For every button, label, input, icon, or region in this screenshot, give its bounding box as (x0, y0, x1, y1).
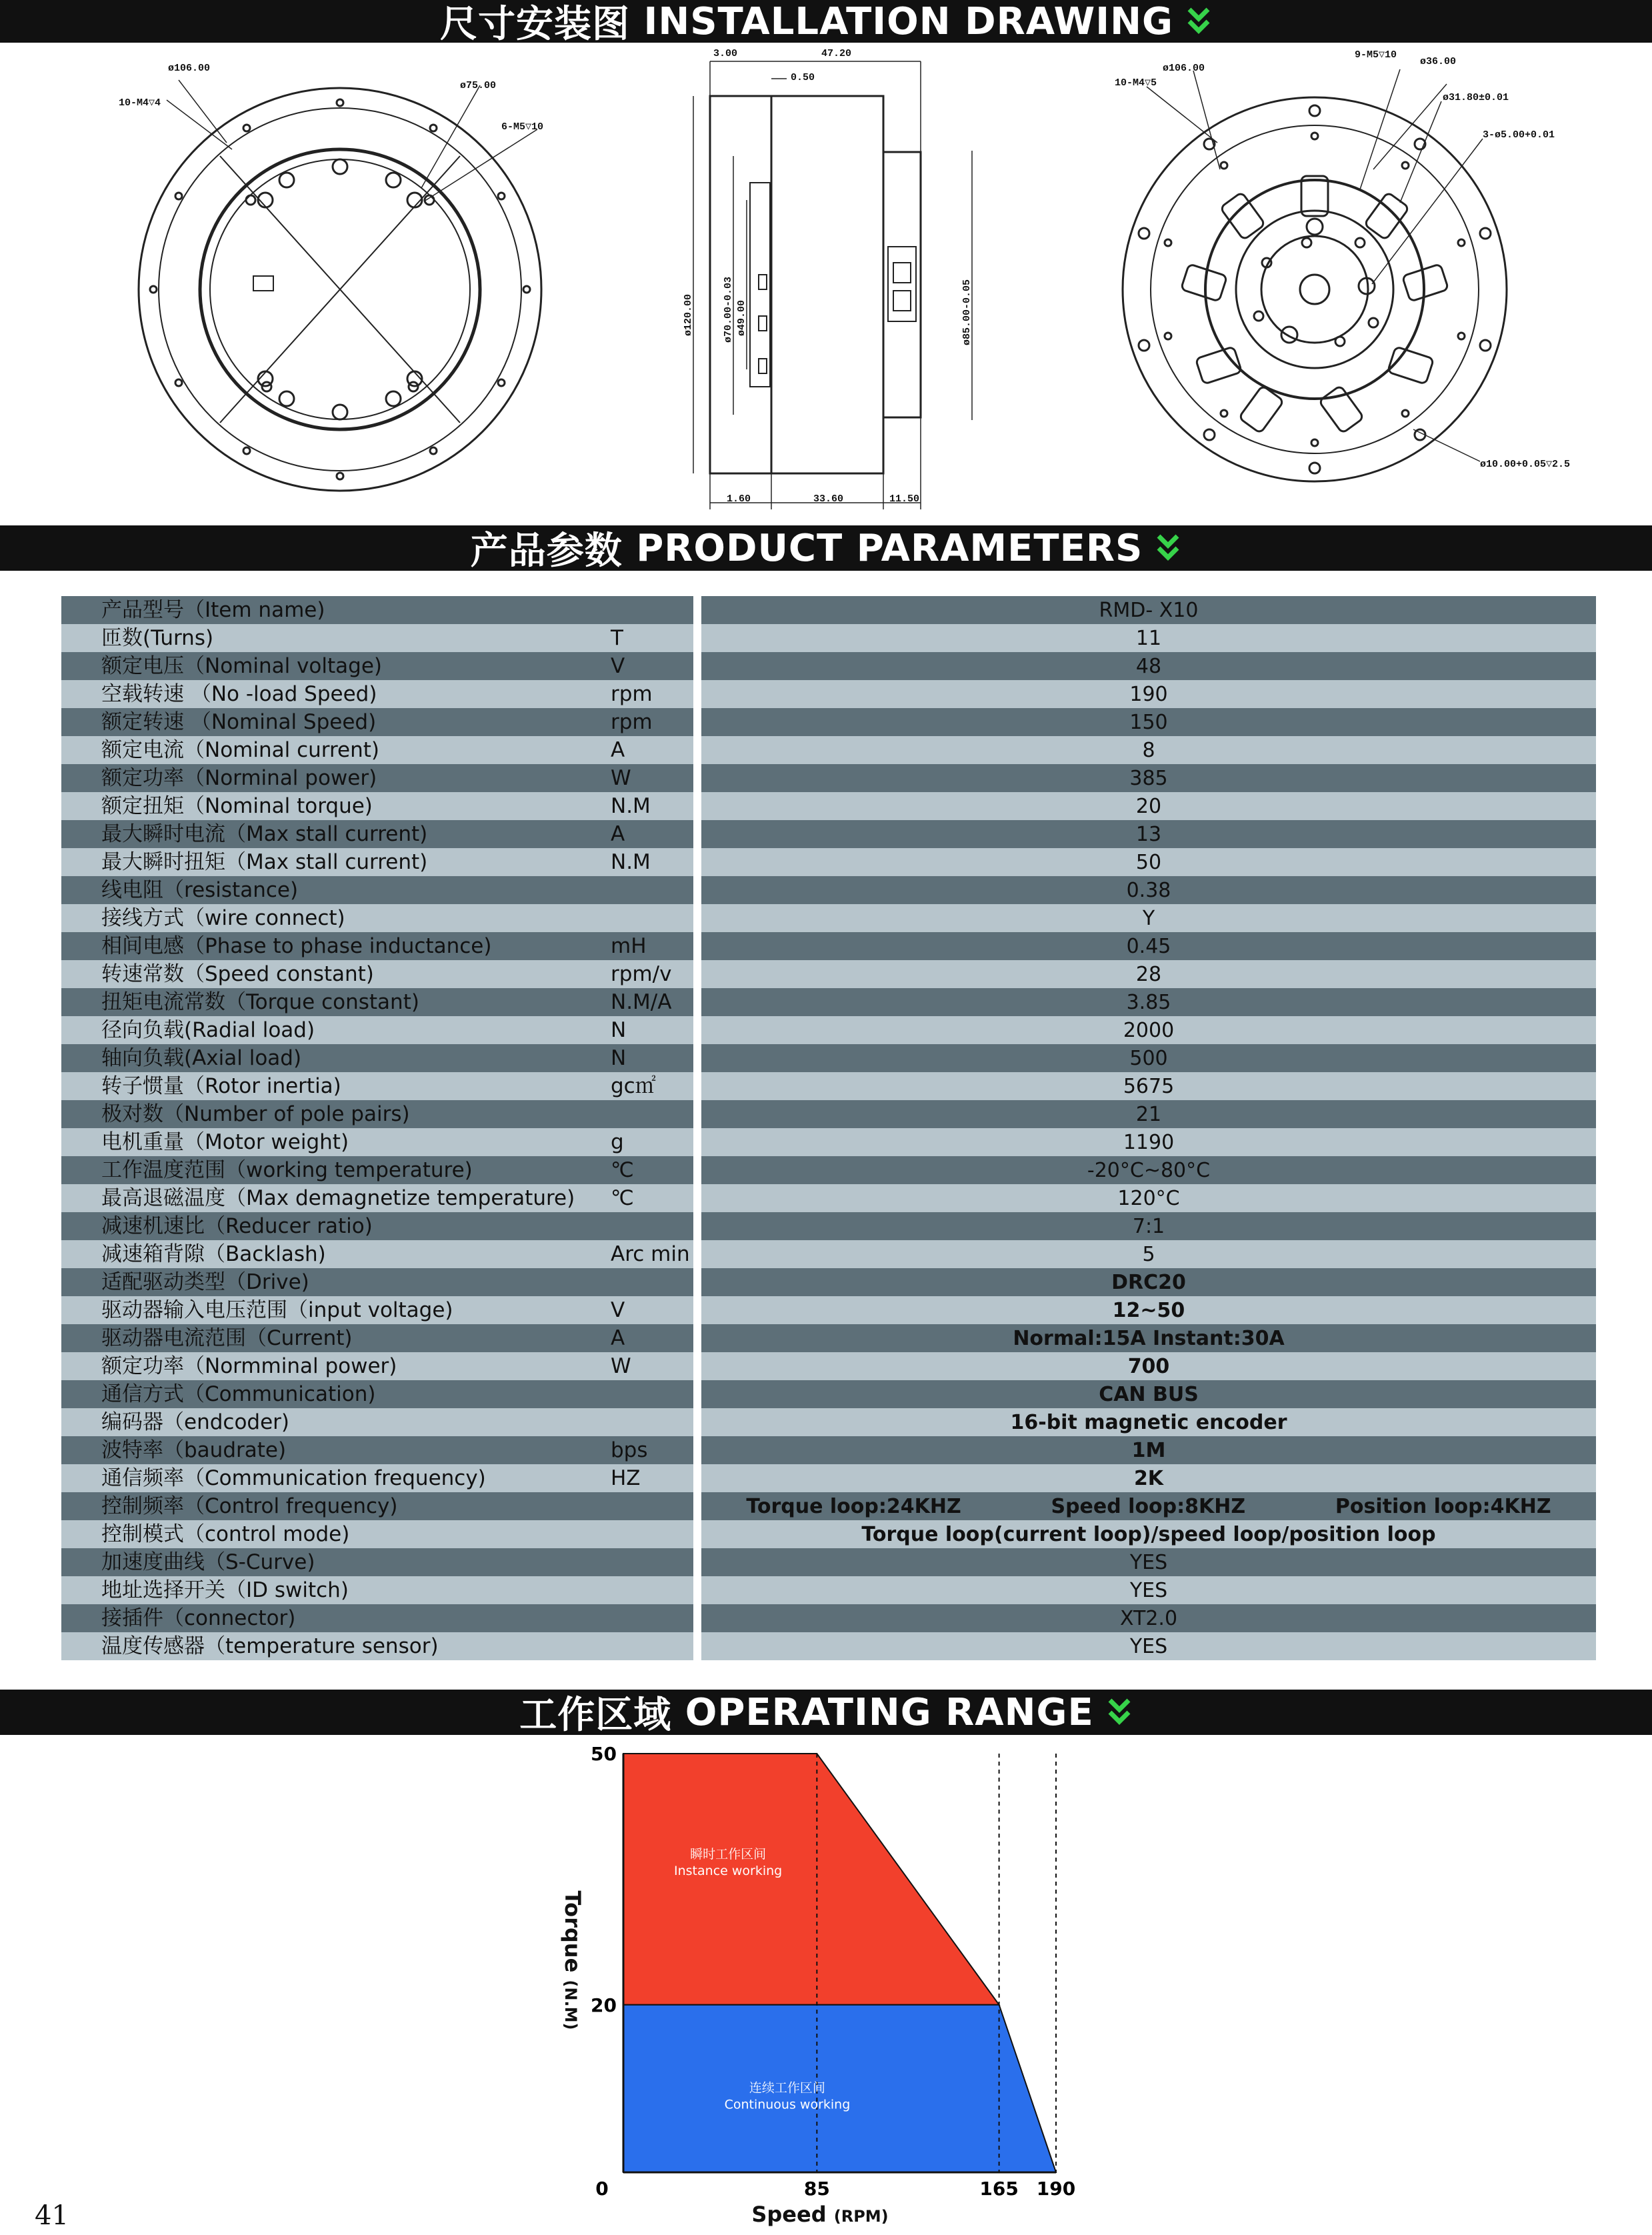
rear-dim-d3180: ø31.80±0.01 (1443, 92, 1509, 103)
side-dim-d49: ø49.00 (736, 299, 747, 336)
instance-working-label-cn: 瞬时工作区间 (690, 1847, 767, 1862)
side-dim-050: 0.50 (791, 72, 815, 83)
side-dim-d120: ø120.00 (683, 293, 694, 336)
parameter-label-cell (61, 792, 693, 820)
parameter-label-cell (61, 1380, 693, 1408)
parameter-value: 5675 (701, 1072, 1596, 1100)
parameter-value: 11 (701, 624, 1596, 652)
parameter-unit: bps (611, 1438, 648, 1462)
parameter-value: 1190 (701, 1128, 1596, 1156)
parameter-row (61, 1072, 1596, 1100)
parameter-row (61, 708, 1596, 736)
parameter-row (61, 652, 1596, 680)
parameter-row (61, 596, 1596, 624)
rear-view-drawing (1123, 69, 1507, 481)
y-axis-label-text: Torque (560, 1890, 585, 1973)
parameter-label-cell (61, 764, 693, 792)
parameter-name: 额定功率（Normminal power) (101, 1354, 397, 1378)
parameter-value: 385 (701, 764, 1596, 792)
parameter-label-cell (61, 988, 693, 1016)
parameter-row (61, 960, 1596, 988)
parameter-name: 产品型号（Item name) (101, 598, 325, 622)
parameter-row (61, 1044, 1596, 1072)
parameter-value: Normal:15A Instant:30A (701, 1324, 1596, 1352)
parameter-name: 控制模式（control mode) (101, 1522, 350, 1546)
parameter-row (61, 1520, 1596, 1548)
parameter-row (61, 988, 1596, 1016)
parameter-row (61, 848, 1596, 876)
parameter-row (61, 624, 1596, 652)
parameter-name: 最高退磁温度（Max demagnetize temperature) (101, 1186, 575, 1210)
parameter-row (61, 736, 1596, 764)
parameter-row (61, 1128, 1596, 1156)
parameters-banner (0, 525, 1652, 571)
parameter-name: 编码器（endcoder) (101, 1410, 289, 1434)
parameter-unit: gc㎡ (611, 1074, 656, 1098)
parameter-name: 电机重量（Motor weight) (101, 1130, 349, 1154)
parameters-title-en: PRODUCT PARAMETERS (636, 526, 1143, 570)
parameter-row (61, 1240, 1596, 1268)
parameter-value: 190 (701, 680, 1596, 708)
parameter-value: 13 (701, 820, 1596, 848)
parameter-value: 16-bit magnetic encoder (701, 1408, 1596, 1436)
parameter-name: 通信频率（Communication frequency) (101, 1466, 486, 1490)
parameter-row (61, 1604, 1596, 1632)
parameter-value: 8 (701, 736, 1596, 764)
parameter-unit: rpm (611, 710, 653, 734)
continuous-working-label-en: Continuous working (724, 2097, 851, 2112)
parameter-name: 最大瞬时电流（Max stall current) (101, 822, 428, 846)
parameter-label-cell (61, 1128, 693, 1156)
parameter-name: 轴向负载(Axial load) (101, 1046, 302, 1070)
parameter-row (61, 1016, 1596, 1044)
parameter-unit: Arc min (611, 1242, 690, 1266)
front-view-drawing (139, 80, 544, 491)
parameter-label-cell (61, 1184, 693, 1212)
parameter-unit: N.M (611, 794, 651, 818)
parameter-name: 加速度曲线（S-Curve) (101, 1550, 315, 1574)
parameter-name: 地址选择开关（ID switch) (101, 1578, 349, 1602)
parameter-value-part: Torque loop:24KHZ (746, 1494, 961, 1518)
parameter-unit: N.M/A (611, 990, 672, 1014)
parameter-label-cell (61, 736, 693, 764)
rear-dim-holes-m4: 10-M4▽5 (1115, 77, 1157, 89)
parameter-value (701, 1492, 1596, 1520)
parameter-row (61, 1268, 1596, 1296)
y-tick-label: 20 (591, 1994, 617, 2016)
parameter-name: 径向负载(Radial load) (101, 1018, 315, 1042)
page-number: 41 (35, 2200, 69, 2231)
parameter-label-cell (61, 1464, 693, 1492)
parameter-label-cell (61, 1296, 693, 1324)
rear-dim-d36: ø36.00 (1420, 56, 1457, 67)
parameter-row (61, 904, 1596, 932)
parameter-label-cell (61, 1576, 693, 1604)
parameter-value: XT2.0 (701, 1604, 1596, 1632)
parameter-value: 700 (701, 1352, 1596, 1380)
parameter-label-cell (61, 1268, 693, 1296)
parameter-unit: V (611, 1298, 625, 1322)
parameter-label-cell (61, 652, 693, 680)
parameter-label-cell (61, 1436, 693, 1464)
operating-title-cn: 工作区域 (519, 1694, 672, 1737)
parameter-name: 驱动器电流范围（Current) (101, 1326, 353, 1350)
continuous-working-label-cn: 连续工作区间 (749, 2080, 825, 2096)
front-dim-holes-m4: 10-M4▽4 (119, 97, 161, 109)
parameter-row (61, 1380, 1596, 1408)
parameter-label-cell (61, 960, 693, 988)
parameter-row (61, 1352, 1596, 1380)
parameter-label-cell (61, 1212, 693, 1240)
parameter-name: 接线方式（wire connect) (101, 906, 345, 930)
chevron-down-icon (1185, 5, 1212, 37)
parameter-value: -20°C~80°C (701, 1156, 1596, 1184)
parameter-value: 28 (701, 960, 1596, 988)
parameter-label-cell (61, 1044, 693, 1072)
parameter-unit: N (611, 1018, 627, 1042)
parameter-value: 120°C (701, 1184, 1596, 1212)
x-tick-label: 0 (595, 2178, 609, 2200)
side-dim-4720: 47.20 (821, 48, 852, 59)
front-dim-holes-m5: 6-M5▽10 (501, 121, 544, 133)
rear-dim-d106: ø106.00 (1163, 63, 1205, 74)
side-dim-3360: 33.60 (813, 493, 844, 505)
parameter-row (61, 1548, 1596, 1576)
parameter-label-cell (61, 1632, 693, 1660)
parameter-row (61, 1184, 1596, 1212)
parameter-value: YES (701, 1632, 1596, 1660)
side-dim-d85: ø85.00-0.05 (961, 279, 973, 345)
x-axis-unit: (RPM) (833, 2207, 889, 2226)
parameter-label-cell (61, 1604, 693, 1632)
parameter-value-part: Position loop:4KHZ (1335, 1494, 1551, 1518)
parameter-value: 1M (701, 1436, 1596, 1464)
parameter-label-cell (61, 1352, 693, 1380)
parameter-row (61, 820, 1596, 848)
parameter-row (61, 1492, 1596, 1520)
parameter-unit: HZ (611, 1466, 641, 1490)
parameter-unit: rpm/v (611, 962, 672, 986)
parameter-label-cell (61, 1324, 693, 1352)
parameter-value: 50 (701, 848, 1596, 876)
parameter-label-cell (61, 848, 693, 876)
parameter-name: 额定电压（Nominal voltage) (101, 654, 382, 678)
x-axis-label-text: Speed (751, 2202, 827, 2227)
parameter-row (61, 1408, 1596, 1436)
rear-dim-holes-m5: 9-M5▽10 (1355, 49, 1397, 61)
parameter-name: 空载转速 （No -load Speed) (101, 682, 377, 706)
parameter-row (61, 1156, 1596, 1184)
parameter-name: 相间电感（Phase to phase inductance) (101, 934, 492, 958)
front-dim-d106: ø106.00 (168, 63, 211, 74)
parameter-row (61, 680, 1596, 708)
parameter-row (61, 932, 1596, 960)
operating-range-chart (0, 1740, 1652, 2234)
parameter-row (61, 1212, 1596, 1240)
parameter-label-cell (61, 1100, 693, 1128)
parameter-label-cell (61, 1548, 693, 1576)
side-dim-300: 3.00 (713, 48, 738, 59)
parameter-name: 控制频率（Control frequency) (101, 1494, 398, 1518)
parameter-name: 线电阻（resistance) (101, 878, 299, 902)
rear-dim-pin10: ø10.00+0.05▽2.5 (1480, 459, 1571, 470)
parameter-unit: V (611, 654, 625, 678)
parameter-label-cell (61, 1408, 693, 1436)
parameter-name: 扭矩电流常数（Torque constant) (101, 990, 419, 1014)
parameter-name: 温度传感器（temperature sensor) (101, 1634, 439, 1658)
parameter-value: YES (701, 1548, 1596, 1576)
parameter-label-cell (61, 1492, 693, 1520)
parameter-label-cell (61, 820, 693, 848)
parameter-name: 通信方式（Communication) (101, 1382, 376, 1406)
parameter-unit: N.M (611, 850, 651, 874)
parameter-name: 驱动器输入电压范围（input voltage) (101, 1298, 453, 1322)
installation-title-en: INSTALLATION DRAWING (643, 0, 1173, 43)
parameter-row (61, 1632, 1596, 1660)
parameter-unit: T (611, 626, 623, 650)
parameter-value: 21 (701, 1100, 1596, 1128)
parameter-name: 工作温度范围（working temperature) (101, 1158, 473, 1182)
parameter-unit: A (611, 1326, 625, 1350)
parameter-name: 转速常数（Speed constant) (101, 962, 374, 986)
installation-drawings (0, 43, 1652, 525)
parameter-name: 适配驱动类型（Drive) (101, 1270, 309, 1294)
installation-title-cn: 尺寸安装图 (440, 3, 631, 46)
parameter-unit: rpm (611, 682, 653, 706)
parameter-name: 额定功率（Norminal power) (101, 766, 377, 790)
parameter-name: 转子惯量（Rotor inertia) (101, 1074, 341, 1098)
parameter-label-cell (61, 624, 693, 652)
parameter-row (61, 1100, 1596, 1128)
side-view-drawing (693, 61, 972, 509)
parameter-value: 2K (701, 1464, 1596, 1492)
parameter-name: 额定转速 （Nominal Speed) (101, 710, 377, 734)
parameter-name: 匝数(Turns) (101, 626, 214, 650)
parameter-value: DRC20 (701, 1268, 1596, 1296)
parameter-value: 12~50 (701, 1296, 1596, 1324)
parameter-row (61, 1296, 1596, 1324)
rear-dim-pins5: 3-ø5.00+0.01 (1483, 129, 1555, 141)
parameter-value: RMD- X10 (701, 596, 1596, 624)
parameter-value: YES (701, 1576, 1596, 1604)
parameter-name: 波特率（baudrate) (101, 1438, 287, 1462)
continuous-working-region (623, 2005, 1056, 2172)
parameter-value: 48 (701, 652, 1596, 680)
chevron-down-icon (1155, 532, 1181, 564)
operating-banner (0, 1690, 1652, 1735)
parameter-name: 减速机速比（Reducer ratio) (101, 1214, 373, 1238)
parameter-row (61, 792, 1596, 820)
parameter-value: 5 (701, 1240, 1596, 1268)
parameter-label-cell (61, 1156, 693, 1184)
parameter-unit: A (611, 738, 625, 762)
parameter-name: 最大瞬时扭矩（Max stall current) (101, 850, 428, 874)
parameter-label-cell (61, 1240, 693, 1268)
parameter-unit: ℃ (611, 1186, 634, 1210)
parameter-value: 7:1 (701, 1212, 1596, 1240)
parameter-value: 2000 (701, 1016, 1596, 1044)
parameter-value: Y (701, 904, 1596, 932)
parameter-value: CAN BUS (701, 1380, 1596, 1408)
parameter-row (61, 1436, 1596, 1464)
y-axis-unit: (N.M) (561, 1980, 580, 2030)
parameter-label-cell (61, 1016, 693, 1044)
parameter-unit: mH (611, 934, 647, 958)
parameter-label-cell (61, 932, 693, 960)
x-axis-label (751, 2202, 888, 2227)
parameter-name: 减速箱背隙（Backlash) (101, 1242, 326, 1266)
x-tick-label: 85 (803, 2178, 830, 2200)
parameter-row (61, 764, 1596, 792)
parameter-unit: W (611, 766, 631, 790)
parameter-label-cell (61, 904, 693, 932)
side-dim-1150: 11.50 (889, 493, 920, 505)
parameter-unit: g (611, 1130, 624, 1154)
x-tick-label: 190 (1036, 2178, 1076, 2200)
installation-banner (0, 0, 1652, 46)
parameter-label-cell (61, 876, 693, 904)
parameter-unit: N (611, 1046, 627, 1070)
parameter-label-cell (61, 680, 693, 708)
side-dim-d70: ø70.00-0.03 (723, 276, 734, 343)
x-tick-label: 165 (979, 2178, 1019, 2200)
parameter-row (61, 876, 1596, 904)
parameter-label-cell (61, 1072, 693, 1100)
parameter-label-cell (61, 708, 693, 736)
parameter-name: 接插件（connector) (101, 1606, 296, 1630)
parameter-row (61, 1324, 1596, 1352)
parameter-value: 0.38 (701, 876, 1596, 904)
parameter-unit: A (611, 822, 625, 846)
parameter-value: Torque loop(current loop)/speed loop/position loop (701, 1520, 1596, 1548)
parameter-value: 20 (701, 792, 1596, 820)
side-dim-160: 1.60 (727, 493, 751, 505)
parameter-row (61, 1576, 1596, 1604)
parameter-value: 3.85 (701, 988, 1596, 1016)
chevron-down-icon (1106, 1696, 1133, 1728)
parameter-name: 额定电流（Nominal current) (101, 738, 380, 762)
parameter-value: 0.45 (701, 932, 1596, 960)
front-dim-d75: ø75.00 (460, 80, 497, 91)
operating-title-en: OPERATING RANGE (685, 1690, 1094, 1734)
instance-working-region (623, 1754, 999, 2005)
parameter-value-part: Speed loop:8KHZ (1051, 1494, 1246, 1518)
parameter-label-cell (61, 596, 693, 624)
y-tick-label: 50 (591, 1743, 617, 1765)
parameter-unit: ℃ (611, 1158, 634, 1182)
parameter-value: 500 (701, 1044, 1596, 1072)
parameter-unit: W (611, 1354, 631, 1378)
parameter-name: 极对数（Number of pole pairs) (101, 1102, 410, 1126)
instance-working-label-en: Instance working (674, 1864, 783, 1879)
parameter-label-cell (61, 1520, 693, 1548)
parameter-row (61, 1464, 1596, 1492)
parameter-value: 150 (701, 708, 1596, 736)
y-axis-label (560, 1891, 585, 2030)
parameter-name: 额定扭矩（Nominal torque) (101, 794, 373, 818)
parameters-title-cn: 产品参数 (470, 529, 623, 573)
